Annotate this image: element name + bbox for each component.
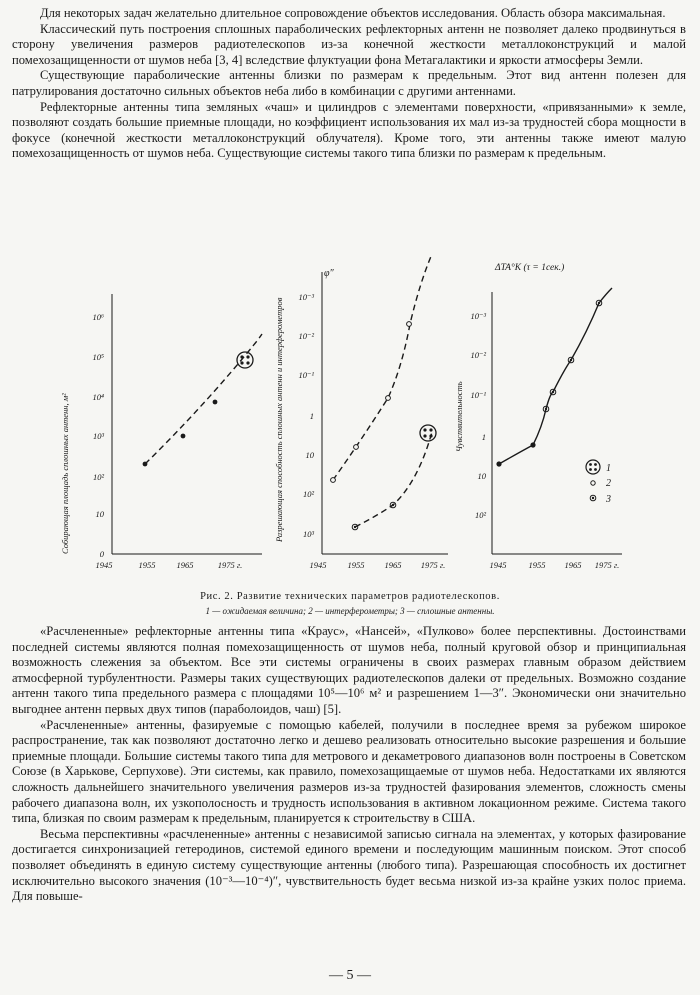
caption-title: Рис. 2. Развитие технических параметров радиотелескопов. <box>200 591 500 602</box>
tick-label: 1 <box>309 411 314 421</box>
tick-label: 1945 <box>95 560 113 570</box>
y-ticks <box>93 312 105 559</box>
paragraph: Для некоторых задач желательно длительное сопровождение объектов исследования. Область обзора максимальная. <box>40 6 666 20</box>
tick-label: 1975 г. <box>217 560 243 570</box>
y-axis-label: Собирающая площадь сплошных антенн, м² <box>60 393 70 554</box>
legend <box>586 460 611 505</box>
paragraph: «Расчлененные» рефлекторные антенны типа «Краус», «Нансей», «Пулково» более перспективны. Достоинствами последней системы являются полная помехозащищенность от шумов неба, полный круговой обзор и принципиальная возможность слежения за объектом. Все эти системы ограничены в своих размерах главным образом действием атмосферной турбулентности. Размеры таких существующих радиотелескопов далеки от предельных. Возможно создание антенн такого типа предельного размера с площадями 10⁵—10⁶ м² и разрешением 1—3″. Экономически они значительно выгоднее антенн первых двух типов (параболоидов, чаш) [5]. <box>12 624 686 716</box>
paragraph: «Расчлененные» антенны, фазируемые с помощью кабелей, получили в последнее время за рубежом широкое распространение, так как позволяют достаточно легко и дешево реализовать относительно высокие разрешения и большие приемные площади. Большие системы такого типа для метрового и декаметрового диапазонов волн построены в Советском Союзе (в Харькове, Серпухове). Эти системы, как правило, помехозащищаемые от шумов неба. Недостатками их являются сложность дальнейшего значительного увеличения размеров из-за трудностей фазирования элементов, сложность смены рабочего диапазона волн, их узкополосность и трудность использования в активном локационном режиме. Система такого типа, близкая по своим размерам к предельным, планируется к строительству в США. <box>12 717 686 826</box>
tick-label: 10⁻² <box>470 350 486 360</box>
legend-marker-expected <box>586 460 600 474</box>
tick-label: 1975 г. <box>420 560 446 570</box>
tick-label: 10³ <box>92 431 104 441</box>
tick-label: 10² <box>302 489 314 499</box>
legend-label: 3 <box>606 494 611 505</box>
data-point <box>354 445 359 450</box>
legend-marker-filled-antennas <box>590 495 596 501</box>
tick-label: 1955 <box>138 560 156 570</box>
tick-label: 10⁴ <box>92 392 104 402</box>
legend-label: 1 <box>606 463 611 474</box>
tick-label: 1 <box>481 432 486 442</box>
x-ticks <box>96 560 243 570</box>
data-point <box>568 357 574 363</box>
paragraph: Весьма перспективны «расчлененные» антенны с независимой записью сигнала на элементах, у которых фазирование достигается синхронизацией гетеродинов, системой единого времени и последующим машинным поиском. Этот способ позволяет объединять в единую систему существующие антенны (любого типа). Разрешающая способность их достигнет исключительно высокого значения (10⁻³—10⁻⁴)″, чувствительность будет весьма низкой из-за крайне узких полос приема. Для повыше- <box>12 826 686 904</box>
y-ticks <box>298 292 314 539</box>
x-ticks <box>310 560 446 570</box>
legend-marker-interferometers <box>591 481 595 485</box>
legend-label: 2 <box>606 478 611 489</box>
tick-label: 10⁻³ <box>298 292 314 302</box>
data-point <box>550 389 556 395</box>
data-point <box>213 400 218 405</box>
tick-label: 1965 <box>384 560 402 570</box>
tick-label: 1965 <box>176 560 194 570</box>
series-line <box>145 334 262 464</box>
expected-value-marker <box>237 352 253 368</box>
data-point <box>390 502 396 508</box>
tick-label: 1955 <box>528 560 546 570</box>
data-point <box>143 462 148 467</box>
y-ticks <box>470 311 486 520</box>
tick-label: 10⁶ <box>92 312 104 322</box>
tick-label: 10⁻¹ <box>470 390 486 400</box>
caption-legend: 1 — ожидаемая величина; 2 — интерферометры; 3 — сплошные антенны. <box>205 606 495 616</box>
tick-label: 10⁻² <box>298 331 314 341</box>
tick-label: 10² <box>92 472 104 482</box>
tick-label: 1945 <box>309 560 327 570</box>
data-point <box>407 322 412 327</box>
tick-label: 1955 <box>347 560 365 570</box>
page-number: — 5 — <box>329 968 371 983</box>
data-point <box>181 434 186 439</box>
tick-label: 1975 г. <box>594 560 620 570</box>
tick-label: 10³ <box>302 529 314 539</box>
tick-label: 10² <box>474 510 486 520</box>
y-axis-label: Разрешающая способность сплошных антенн и интерферометров <box>274 297 284 542</box>
y-axis-label: Чувствительность <box>454 381 464 452</box>
unit-label: φ″ <box>324 268 334 279</box>
series-filled-antennas <box>355 432 432 527</box>
series-line <box>499 288 612 464</box>
paragraph: Существующие параболические антенны близки по размерам к предельным. Этот вид антенн полезен для патрулирования достаточно сильных объектов неба либо в комбинации с другими антеннами. <box>12 68 686 98</box>
data-point <box>596 300 602 306</box>
chart-collecting-area <box>60 294 262 570</box>
unit-label: ΔTA°K (τ = 1сек.) <box>495 263 565 273</box>
tick-label: 10⁵ <box>92 352 104 362</box>
tick-label: 10⁻¹ <box>298 370 314 380</box>
x-ticks <box>490 560 620 570</box>
figure-caption <box>0 590 700 618</box>
tick-label: 0 <box>99 549 104 559</box>
paragraph: Рефлекторные антенны типа земляных «чаш» и цилиндров с элементами поверхности, «привязанными» к земле, позволяют создать большие приемные площади, но коэффициент использования их мал из-за трудностей сбора мощности в фокусе (конечной жесткости металлоконструкций облучателя). Кроме того, эти антенны также имеют малую помехозащищенность от шумов неба. Существующие системы такого типа близки по размерам к предельным. <box>12 99 686 161</box>
body-text-top <box>12 6 686 162</box>
data-point <box>530 442 535 447</box>
tick-label: 10 <box>477 471 486 481</box>
series-interferometers <box>333 254 432 480</box>
body-text-bottom <box>12 624 686 905</box>
tick-label: 10 <box>95 509 104 519</box>
data-point <box>331 478 336 483</box>
data-point <box>496 461 501 466</box>
data-point <box>352 524 358 530</box>
chart-resolution <box>274 254 448 570</box>
expected-value-marker <box>420 425 436 441</box>
chart-sensitivity <box>454 262 622 570</box>
tick-label: 1965 <box>564 560 582 570</box>
tick-label: 1945 <box>489 560 507 570</box>
figure-2 <box>0 252 700 587</box>
data-point <box>386 396 391 401</box>
tick-label: 10 <box>305 450 314 460</box>
tick-label: 10⁻³ <box>470 311 486 321</box>
paragraph: Классический путь построения сплошных параболических рефлекторных антенн не позволяет далеко продвинуться в сторону увеличения размеров радиотелескопов из-за конечной жесткости металлоконструкций и малой помехозащищенности от шумов неба [3, 4] вследствие флуктуации фона Метагалактики и яркости атмосферы Земли. <box>12 21 686 67</box>
